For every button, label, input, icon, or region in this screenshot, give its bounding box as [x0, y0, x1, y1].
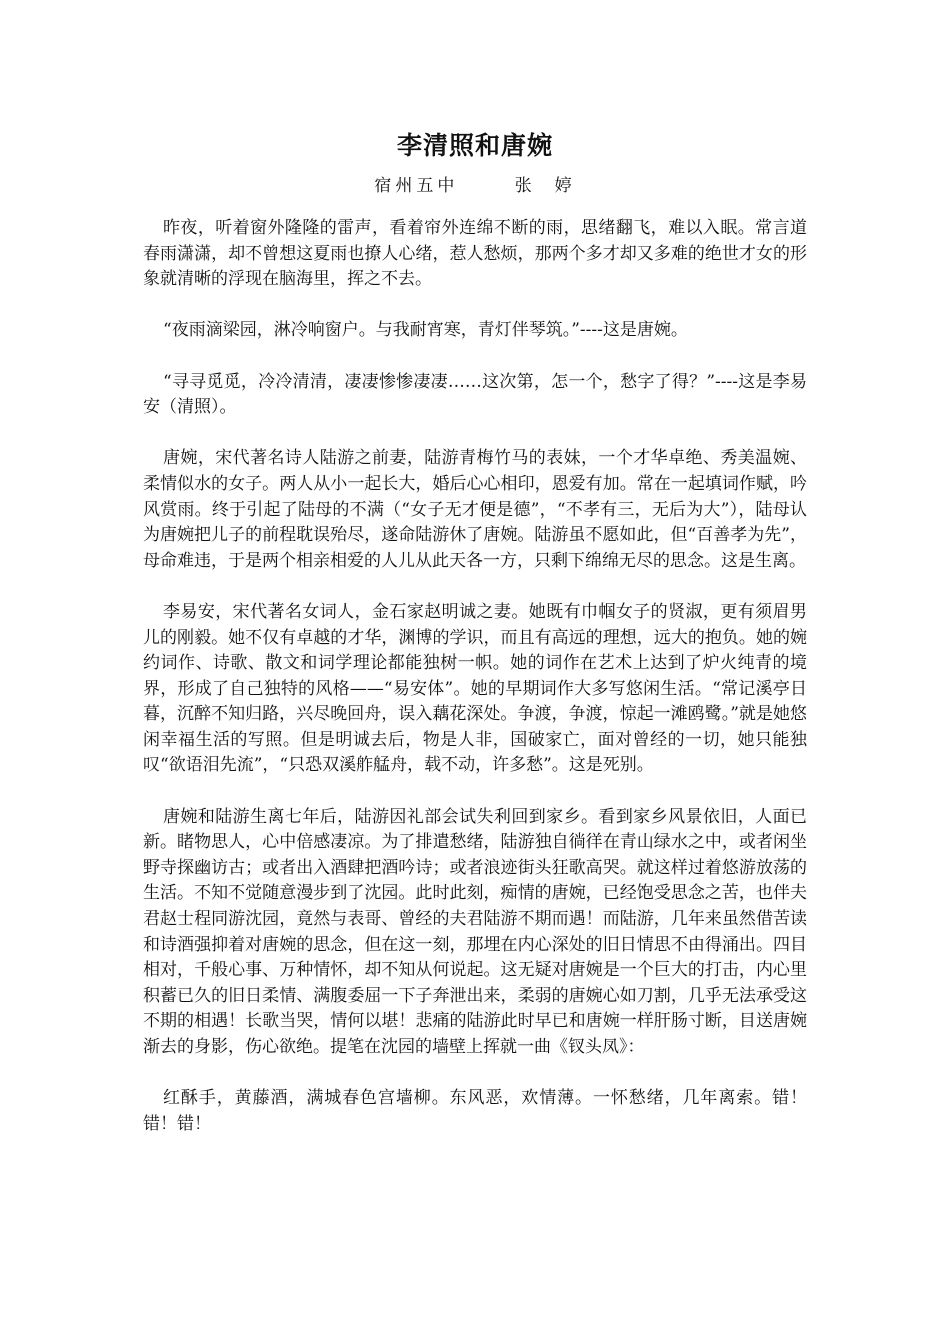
paragraph: 唐婉，宋代著名诗人陆游之前妻，陆游青梅竹马的表妹，一个才华卓绝、秀美温婉、柔情似水的女子。两人从小一起长大，婚后心心相印，恩爱有加。常在一起填词作赋，吟风赏雨。终于引起了陆母的不满（“女子无才便是德”，“不孝有三，无后为大”），陆母认为唐婉把儿子的前程耽误殆尽，遂命陆游休了唐婉。陆游虽不愿如此，但“百善孝为先”，母命难违，于是两个相亲相爱的人儿从此天各一方，只剩下绵绵无尽的思念。这是生离。 — [143, 448, 807, 571]
paragraph: “夜雨滴梁园，淋冷响窗户。与我耐宵寒，青灯伴琴筑。”----这是唐婉。 — [163, 320, 688, 341]
article-body — [143, 216, 807, 1137]
paragraph: 红酥手，黄藤酒，满城春色宫墙柳。东风恶，欢情薄。一怀愁绪，几年离索。错！错！错！ — [143, 1088, 807, 1134]
paragraph: 李易安，宋代著名女词人，金石家赵明诚之妻。她既有巾帼女子的贤淑，更有须眉男儿的刚毅。她不仅有卓越的才华，渊博的学识，而且有高远的理想，远大的抱负。她的婉约词作、诗歌、散文和词学理论都能独树一帜。她的词作在艺术上达到了炉火纯青的境界，形成了自己独特的风格——“易安体”。她的早期词作大多写悠闲生活。“常记溪亭日暮，沉醉不知归路，兴尽晚回舟，误入藕花深处。争渡，争渡，惊起一滩鸥鹭。”就是她悠闲幸福生活的写照。但是明诚去后，物是人非，国破家亡，面对曾经的一切，她只能独叹“欲语泪先流”，“只恐双溪舴艋舟，载不动，许多愁”。这是死别。 — [143, 601, 807, 776]
paragraph: 昨夜，听着窗外隆隆的雷声，看着帘外连绵不断的雨，思绪翻飞，难以入眠。常言道春雨潇潇，却不曾想这夏雨也撩人心绪，惹人愁烦，那两个多才却又多难的绝世才女的形象就清晰的浮现在脑海里，挥之不去。 — [143, 218, 807, 290]
document-title: 李清照和唐婉 — [396, 131, 553, 160]
paragraph: “寻寻觅觅，冷冷清清，凄凄惨惨凄凄……这次第，怎一个，愁字了得？”----这是李易安（清照）。 — [143, 371, 807, 418]
paragraph: 唐婉和陆游生离七年后，陆游因礼部会试失利回到家乡。看到家乡风景依旧，人面已新。睹物思人，心中倍感凄凉。为了排遣愁绪，陆游独自徜徉在青山绿水之中，或者闲坐野寺探幽访古；或者出入酒肆把酒吟诗；或者浪迹街头狂歌高哭。就这样过着悠游放荡的生活。不知不觉随意漫步到了沈园。此时此刻，痴情的唐婉，已经饱受思念之苦，也伴夫君赵士程同游沈园，竟然与表哥、曾经的夫君陆游不期而遇！而陆游，几年来虽然借苦读和诗酒强抑着对唐婉的思念，但在这一刻，那埋在内心深处的旧日情思不由得涌出。四目相对，千般心事、万种情怀，却不知从何说起。这无疑对唐婉是一个巨大的打击，内心里积蓄已久的旧日柔情、满腹委屈一下子奔泄出来，柔弱的唐婉心如刀割，几乎无法承受这不期的相遇！长歌当哭，情何以堪！悲痛的陆游此时早已和唐婉一样肝肠寸断，目送唐婉渐去的身影，伤心欲绝。提笔在沈园的墙壁上挥就一曲《钗头凤》： — [143, 806, 807, 1057]
author-byline: 宿州五中 张 婷 — [374, 176, 576, 196]
document-page — [143, 128, 807, 1163]
